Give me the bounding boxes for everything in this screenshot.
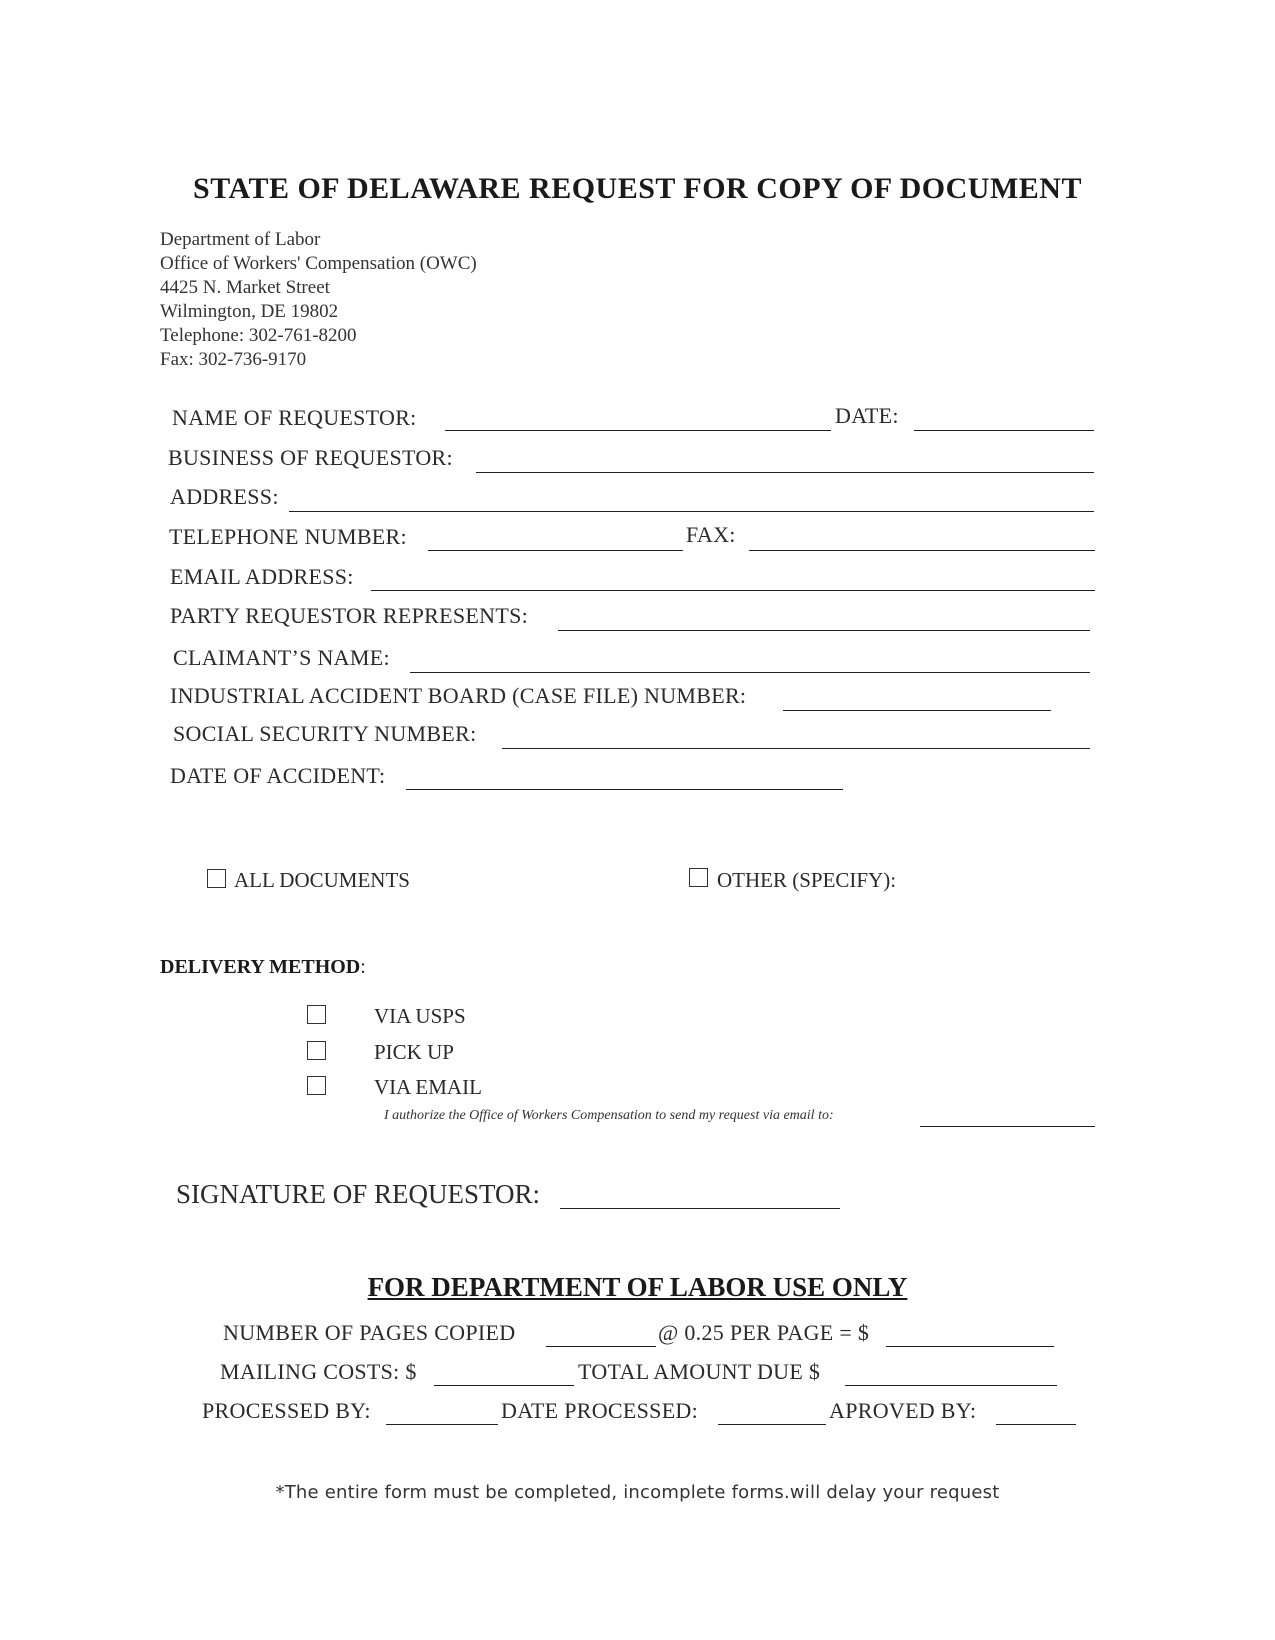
claimant-field[interactable] xyxy=(410,672,1090,673)
pages-amount-field[interactable] xyxy=(886,1346,1054,1347)
authorized-email-field[interactable] xyxy=(920,1126,1095,1127)
business-field[interactable] xyxy=(476,472,1094,473)
date-label: DATE: xyxy=(835,403,899,428)
all-documents-label: ALL DOCUMENTS xyxy=(234,868,410,892)
address-street: 4425 N. Market Street xyxy=(160,277,330,298)
pages-copied-field[interactable] xyxy=(546,1346,656,1347)
pick-up-checkbox[interactable] xyxy=(307,1041,326,1060)
signature-label: SIGNATURE OF REQUESTOR: xyxy=(176,1179,541,1209)
ssn-field[interactable] xyxy=(502,748,1090,749)
mailing-costs-field[interactable] xyxy=(434,1385,574,1386)
via-usps-label: VIA USPS xyxy=(374,1004,466,1028)
processed-by-field[interactable] xyxy=(386,1424,498,1425)
via-email-label: VIA EMAIL xyxy=(374,1075,482,1099)
mailing-costs-label: MAILING COSTS: $ xyxy=(220,1359,417,1384)
address-fax: Fax: 302-736-9170 xyxy=(160,349,307,370)
date-processed-field[interactable] xyxy=(718,1424,826,1425)
delivery-heading-text: DELIVERY METHOD xyxy=(160,956,361,978)
telephone-field[interactable] xyxy=(428,550,683,551)
date-processed-label: DATE PROCESSED: xyxy=(501,1398,699,1423)
business-label: BUSINESS OF REQUESTOR: xyxy=(168,445,453,470)
via-email-checkbox[interactable] xyxy=(307,1076,326,1095)
claimant-label: CLAIMANT’S NAME: xyxy=(173,645,390,670)
email-field[interactable] xyxy=(371,590,1095,591)
telephone-label: TELEPHONE NUMBER: xyxy=(169,524,407,549)
per-page-rate-label: @ 0.25 PER PAGE = $ xyxy=(658,1320,870,1345)
footer-note: *The entire form must be completed, incomplete forms.will delay your request xyxy=(275,1482,1000,1503)
pick-up-label: PICK UP xyxy=(374,1040,454,1064)
email-label: EMAIL ADDRESS: xyxy=(170,564,354,589)
delivery-heading-colon: : xyxy=(360,956,366,978)
address-office: Office of Workers' Compensation (OWC) xyxy=(160,253,477,274)
fax-label: FAX: xyxy=(686,522,736,547)
approved-by-field[interactable] xyxy=(996,1424,1076,1425)
iab-label: INDUSTRIAL ACCIDENT BOARD (CASE FILE) NUMBER: xyxy=(170,683,747,708)
approved-by-label: APROVED BY: xyxy=(829,1398,977,1423)
page-title: STATE OF DELAWARE REQUEST FOR COPY OF DOCUMENT xyxy=(193,172,1082,205)
email-authorization-note: I authorize the Office of Workers Compensation to send my request via email to: xyxy=(384,1108,834,1123)
address-department: Department of Labor xyxy=(160,229,321,250)
fax-field[interactable] xyxy=(749,550,1095,551)
processed-by-label: PROCESSED BY: xyxy=(202,1398,371,1423)
accident-field[interactable] xyxy=(406,789,843,790)
iab-field[interactable] xyxy=(783,710,1051,711)
delivery-heading xyxy=(160,956,366,979)
party-field[interactable] xyxy=(558,630,1090,631)
other-documents-label: OTHER (SPECIFY): xyxy=(717,868,897,892)
via-usps-checkbox[interactable] xyxy=(307,1005,326,1024)
address-city: Wilmington, DE 19802 xyxy=(160,301,339,322)
office-use-heading: FOR DEPARTMENT OF LABOR USE ONLY xyxy=(367,1272,908,1302)
total-due-field[interactable] xyxy=(845,1385,1057,1386)
name-label: NAME OF REQUESTOR: xyxy=(172,405,417,430)
all-documents-checkbox[interactable] xyxy=(207,869,226,888)
signature-field[interactable] xyxy=(560,1208,840,1209)
total-due-label: TOTAL AMOUNT DUE $ xyxy=(578,1359,821,1384)
address-telephone: Telephone: 302-761-8200 xyxy=(160,325,357,346)
name-field[interactable] xyxy=(445,430,831,431)
ssn-label: SOCIAL SECURITY NUMBER: xyxy=(173,721,477,746)
pages-copied-label: NUMBER OF PAGES COPIED xyxy=(223,1320,516,1345)
date-field[interactable] xyxy=(914,430,1094,431)
other-documents-checkbox[interactable] xyxy=(689,868,708,887)
accident-label: DATE OF ACCIDENT: xyxy=(170,763,386,788)
address-field[interactable] xyxy=(289,511,1094,512)
address-label: ADDRESS: xyxy=(170,484,279,509)
party-label: PARTY REQUESTOR REPRESENTS: xyxy=(170,603,529,628)
